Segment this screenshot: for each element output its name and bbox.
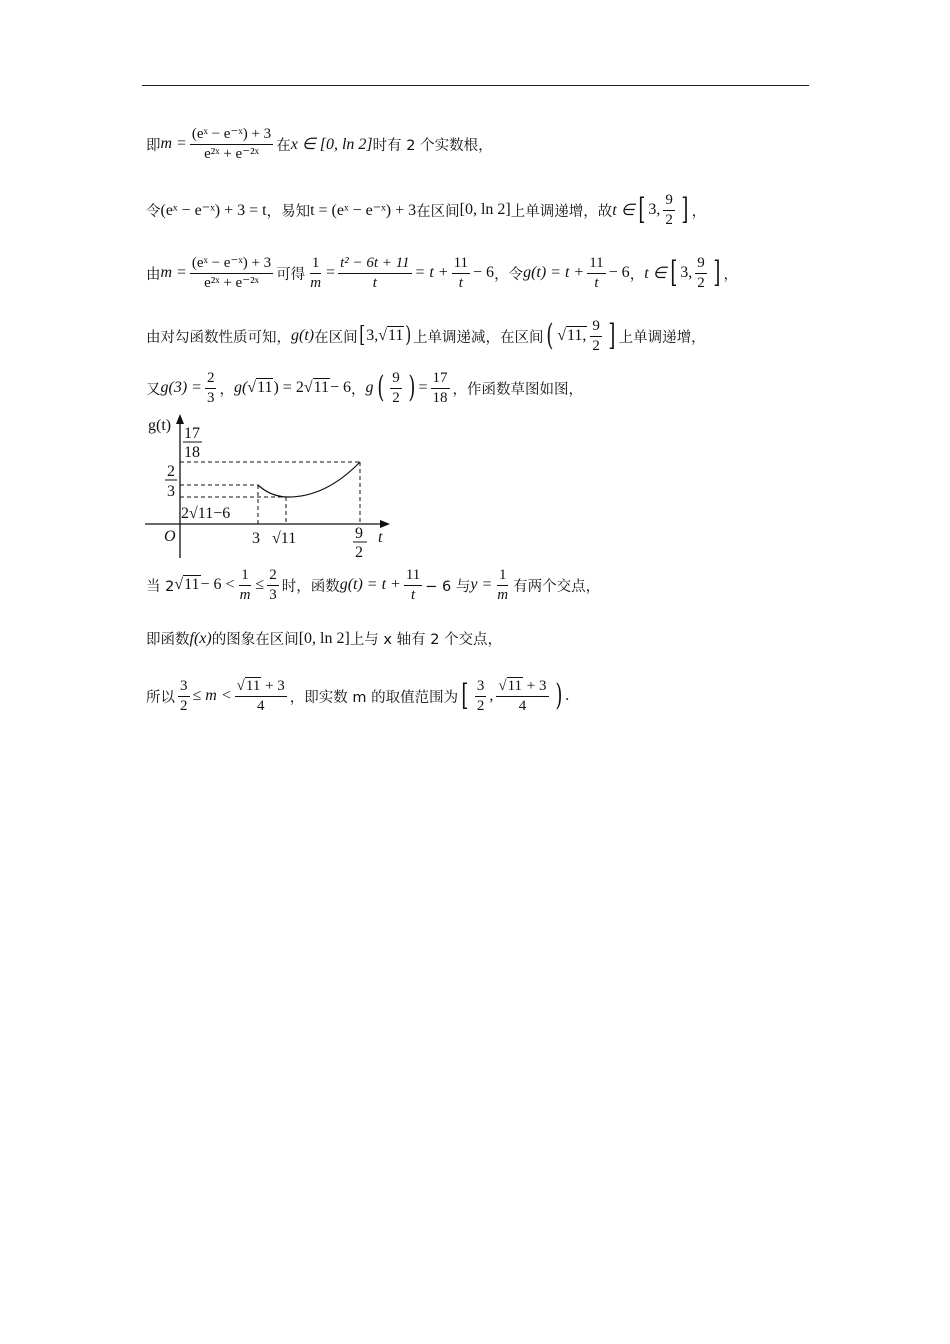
x-tick-9: 9: [355, 525, 363, 542]
line-5: 又 g(3) = $\frac{2}{3}$ ， g( √ 11 ) = 2 √ 11 − 6 ， g ( $\frac{9}{2}$ ) = $\frac{17}{18}$ ，作函数草图如图，: [146, 370, 584, 406]
header-rule: [142, 85, 809, 86]
line-6: 当 2 √ 11 − 6 < $\frac{1}{m}$ ≤ $\frac{2}{3}$ 时，函数 g(t) = t + $\frac{11}{t}$ − 6 与 y = $\frac{1}{m}$ 有两个交点，: [146, 567, 601, 603]
x-axis-arrow-icon: [380, 520, 390, 528]
line-3: 由 m = $\frac{\text{(eˣ − e⁻ˣ) + 3}}{\text{e²ˣ + e⁻²ˣ}}$ 可得 $\frac{1}{m}$ = $\frac{\text{t² − 6t + 11}}{t}$ = t + $\frac{11}{t}$ − 6 ，令 g(t) = t + $\frac{11}{t}$ − 6 ， t ∈ [ 3, $\frac{9}{2}$ ] ，: [146, 255, 739, 291]
x-tick-sqrt11: √11: [272, 530, 297, 547]
function-sketch-graph: [140, 410, 400, 565]
line-1-m: m =: [160, 135, 187, 152]
x-tick-2: 2: [355, 544, 363, 561]
x-axis-label: t: [378, 529, 383, 546]
line-4: 由对勾函数性质可知， g(t) 在区间 [ 3, √ 11 ) 上单调递减，在区间 ( √ 11, $\frac{9}{2}$ ] 上单调递增，: [146, 318, 706, 354]
origin-label: O: [164, 528, 176, 545]
y-tick-17: 17: [184, 425, 200, 442]
line-1-condition: x ∈ [0, ln 2]: [290, 136, 373, 153]
y-tick-min: 2√11−6: [181, 505, 231, 522]
y-tick-2: 2: [167, 463, 175, 480]
line-1: 即 m = $\frac{\text{(eˣ − e⁻ˣ) + 3}}{\text{e²ˣ + e⁻²ˣ}}$ 在 x ∈ [0, ln 2] 时有 2 个实数根，: [146, 126, 493, 162]
g-curve: [258, 462, 360, 497]
y-axis-label: g(t): [148, 417, 172, 434]
y-tick-3: 3: [167, 483, 175, 500]
line-2: 令 (eˣ − e⁻ˣ) + 3 = t ，易知 t = (eˣ − e⁻ˣ) + 3 在区间 [0, ln 2] 上单调递增，故 t ∈ [ 3, $\frac{9}{2}$ ] ，: [146, 192, 707, 228]
line-8: 所以 $\frac{3}{2}$ ≤ m < $\frac{√11 + 3}{4}$ ，即实数 m 的取值范围为 [ $\frac{3}{2}$ , $\frac{√11 + 3}{4}$ ) .: [146, 678, 570, 714]
y-axis-arrow-icon: [176, 414, 184, 424]
line-1-fraction: $\frac{\text{(eˣ − e⁻ˣ) + 3}}{\text{e²ˣ + e⁻²ˣ}}$: [191, 126, 272, 162]
line-1-lead: 即: [146, 137, 161, 154]
y-tick-18: 18: [184, 444, 200, 461]
x-tick-3: 3: [252, 530, 260, 547]
line-7: 即函数 f(x) 的图象在区间 [0, ln 2] 上与 x 轴有 2 个交点，: [146, 629, 503, 648]
